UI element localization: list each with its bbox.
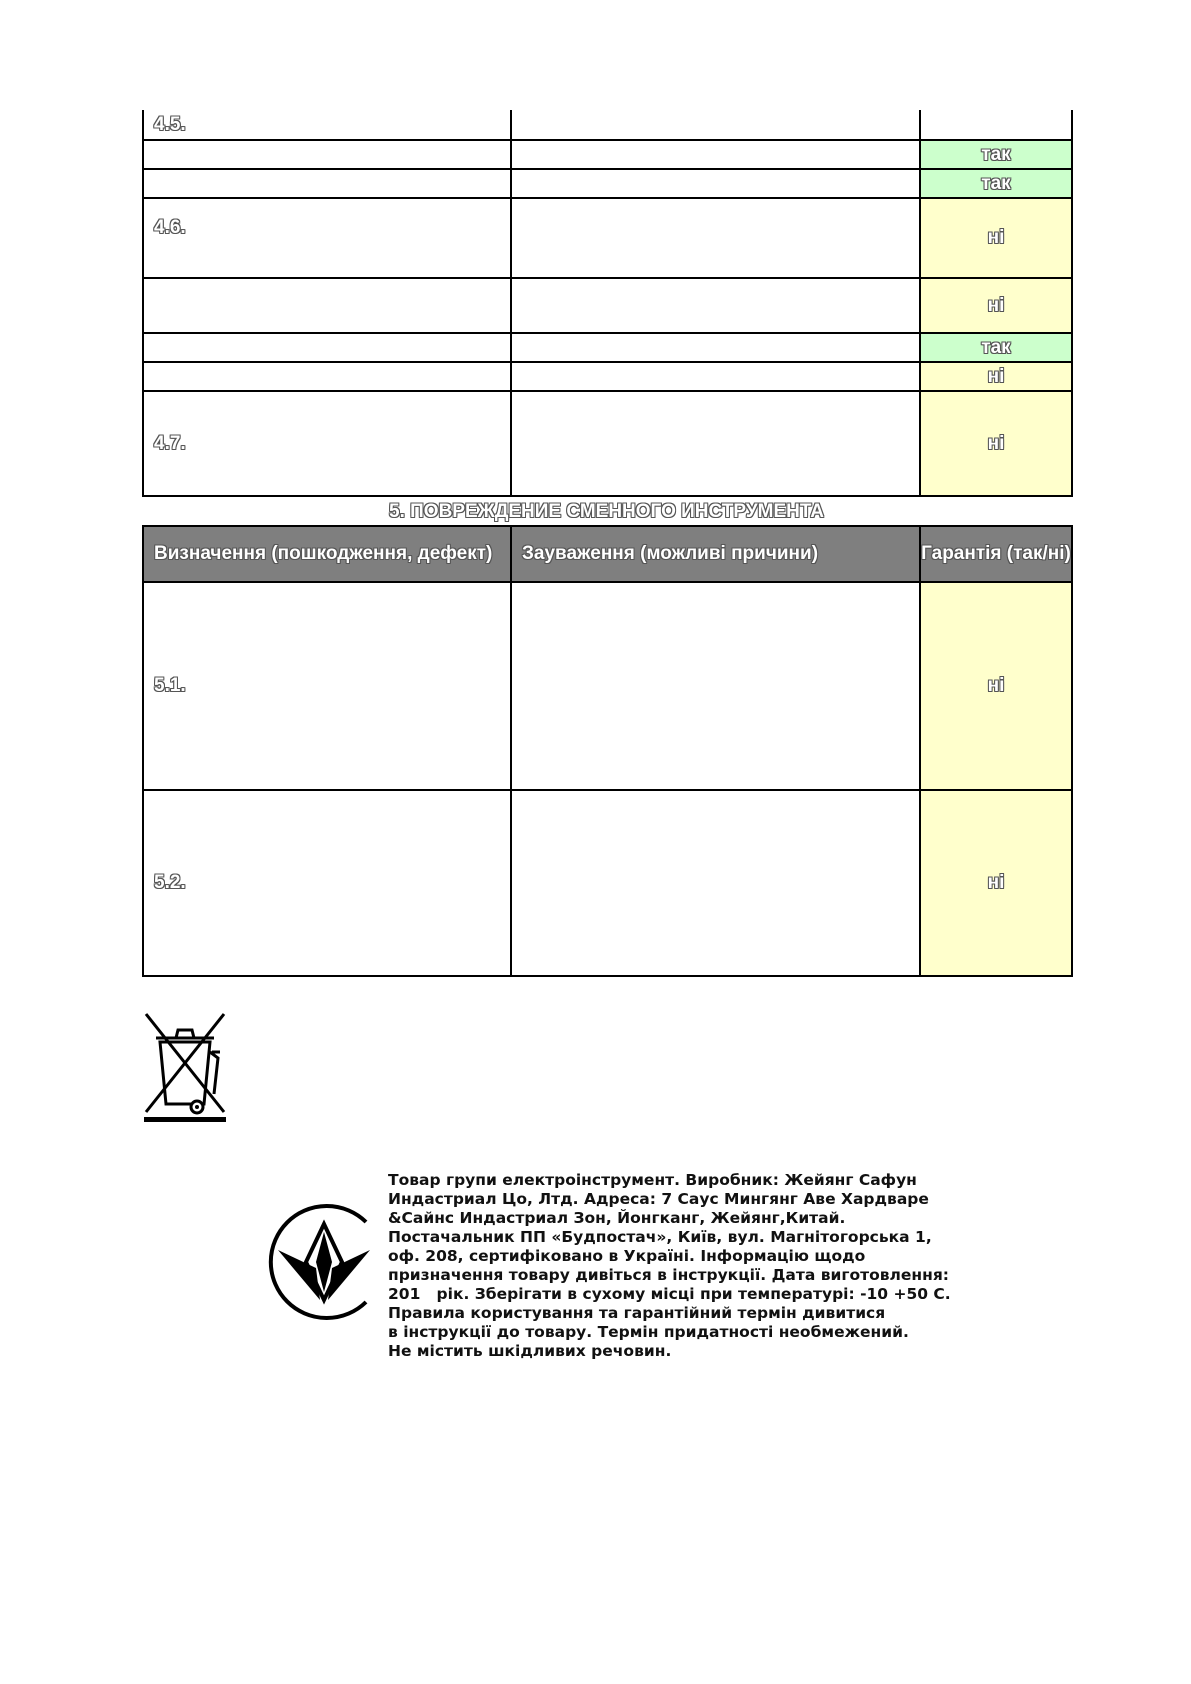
remark-cell xyxy=(511,582,920,790)
section-title: 5. ПОВРЕЖДЕНИЕ СМЕННОГО ИНСТРУМЕНТА xyxy=(389,501,824,522)
header-warranty: Гарантія (так/ні) xyxy=(920,526,1072,582)
row-number xyxy=(143,362,511,391)
header-definition: Визначення (пошкодження, дефект) xyxy=(143,526,511,582)
row-number: 4.6. xyxy=(143,198,511,278)
table-row xyxy=(143,278,1072,333)
table-row xyxy=(143,140,1072,169)
table-row xyxy=(143,333,1072,362)
remark-cell xyxy=(511,278,920,333)
table-row xyxy=(143,362,1072,391)
defects-table-part-5 xyxy=(142,525,1073,977)
row-number: 5.1. xyxy=(143,582,511,790)
ukrainian-conformity-mark-icon xyxy=(258,1196,378,1326)
header-remarks: Зауваження (можливі причини) xyxy=(511,526,920,582)
row-number xyxy=(143,169,511,198)
row-number xyxy=(143,278,511,333)
table-row xyxy=(143,582,1072,790)
remark-cell xyxy=(511,790,920,976)
warranty-cell: ні xyxy=(920,790,1072,976)
row-number xyxy=(143,140,511,169)
remark-cell xyxy=(511,333,920,362)
remark-cell xyxy=(511,362,920,391)
table-row xyxy=(143,169,1072,198)
warranty-cell: так xyxy=(920,140,1072,169)
remark-cell xyxy=(511,110,920,140)
row-number: 5.2. xyxy=(143,790,511,976)
warranty-cell: так xyxy=(920,169,1072,198)
row-number xyxy=(143,333,511,362)
warranty-cell xyxy=(920,110,1072,140)
crossed-out-wheelie-bin-icon xyxy=(142,1012,228,1124)
warranty-cell: ні xyxy=(920,198,1072,278)
remark-cell xyxy=(511,391,920,496)
warranty-cell: так xyxy=(920,333,1072,362)
defects-table-part-4 xyxy=(142,110,1073,497)
warranty-cell: ні xyxy=(920,362,1072,391)
row-number: 4.5. xyxy=(143,110,511,140)
remark-cell xyxy=(511,140,920,169)
table-row xyxy=(143,790,1072,976)
table-row xyxy=(143,198,1072,278)
remark-cell xyxy=(511,198,920,278)
warranty-cell: ні xyxy=(920,582,1072,790)
warranty-cell: ні xyxy=(920,391,1072,496)
table-row xyxy=(143,110,1072,140)
row-number: 4.7. xyxy=(143,391,511,496)
remark-cell xyxy=(511,169,920,198)
product-info-text: Товар групи електроінструмент. Виробник: Жейянг Сафун Индастриал Цо, Лтд. Адреса: 7 Саус Мингянг Аве Хардваре &Сайнс Индастриал Зон, Йонгканг, Жейянг,Китай. Постачальник ПП «Будпостач», Київ, вул. Магнітогорська 1, оф. 208, сертифіковано в Україні. Інформацію щодо призначення товару дивіться в інструкції. Дата виготовлення: 201 рік. Зберігати в сухому місці при температурі: -10 +50 С. Правила користування та гарантійний термін дивитися в інструкції до товару. Термін придатності необмежений. Не містить шкідливих речовин. xyxy=(388,1171,951,1360)
warranty-cell: ні xyxy=(920,278,1072,333)
table-header-row xyxy=(143,526,1072,582)
table-row xyxy=(143,391,1072,496)
